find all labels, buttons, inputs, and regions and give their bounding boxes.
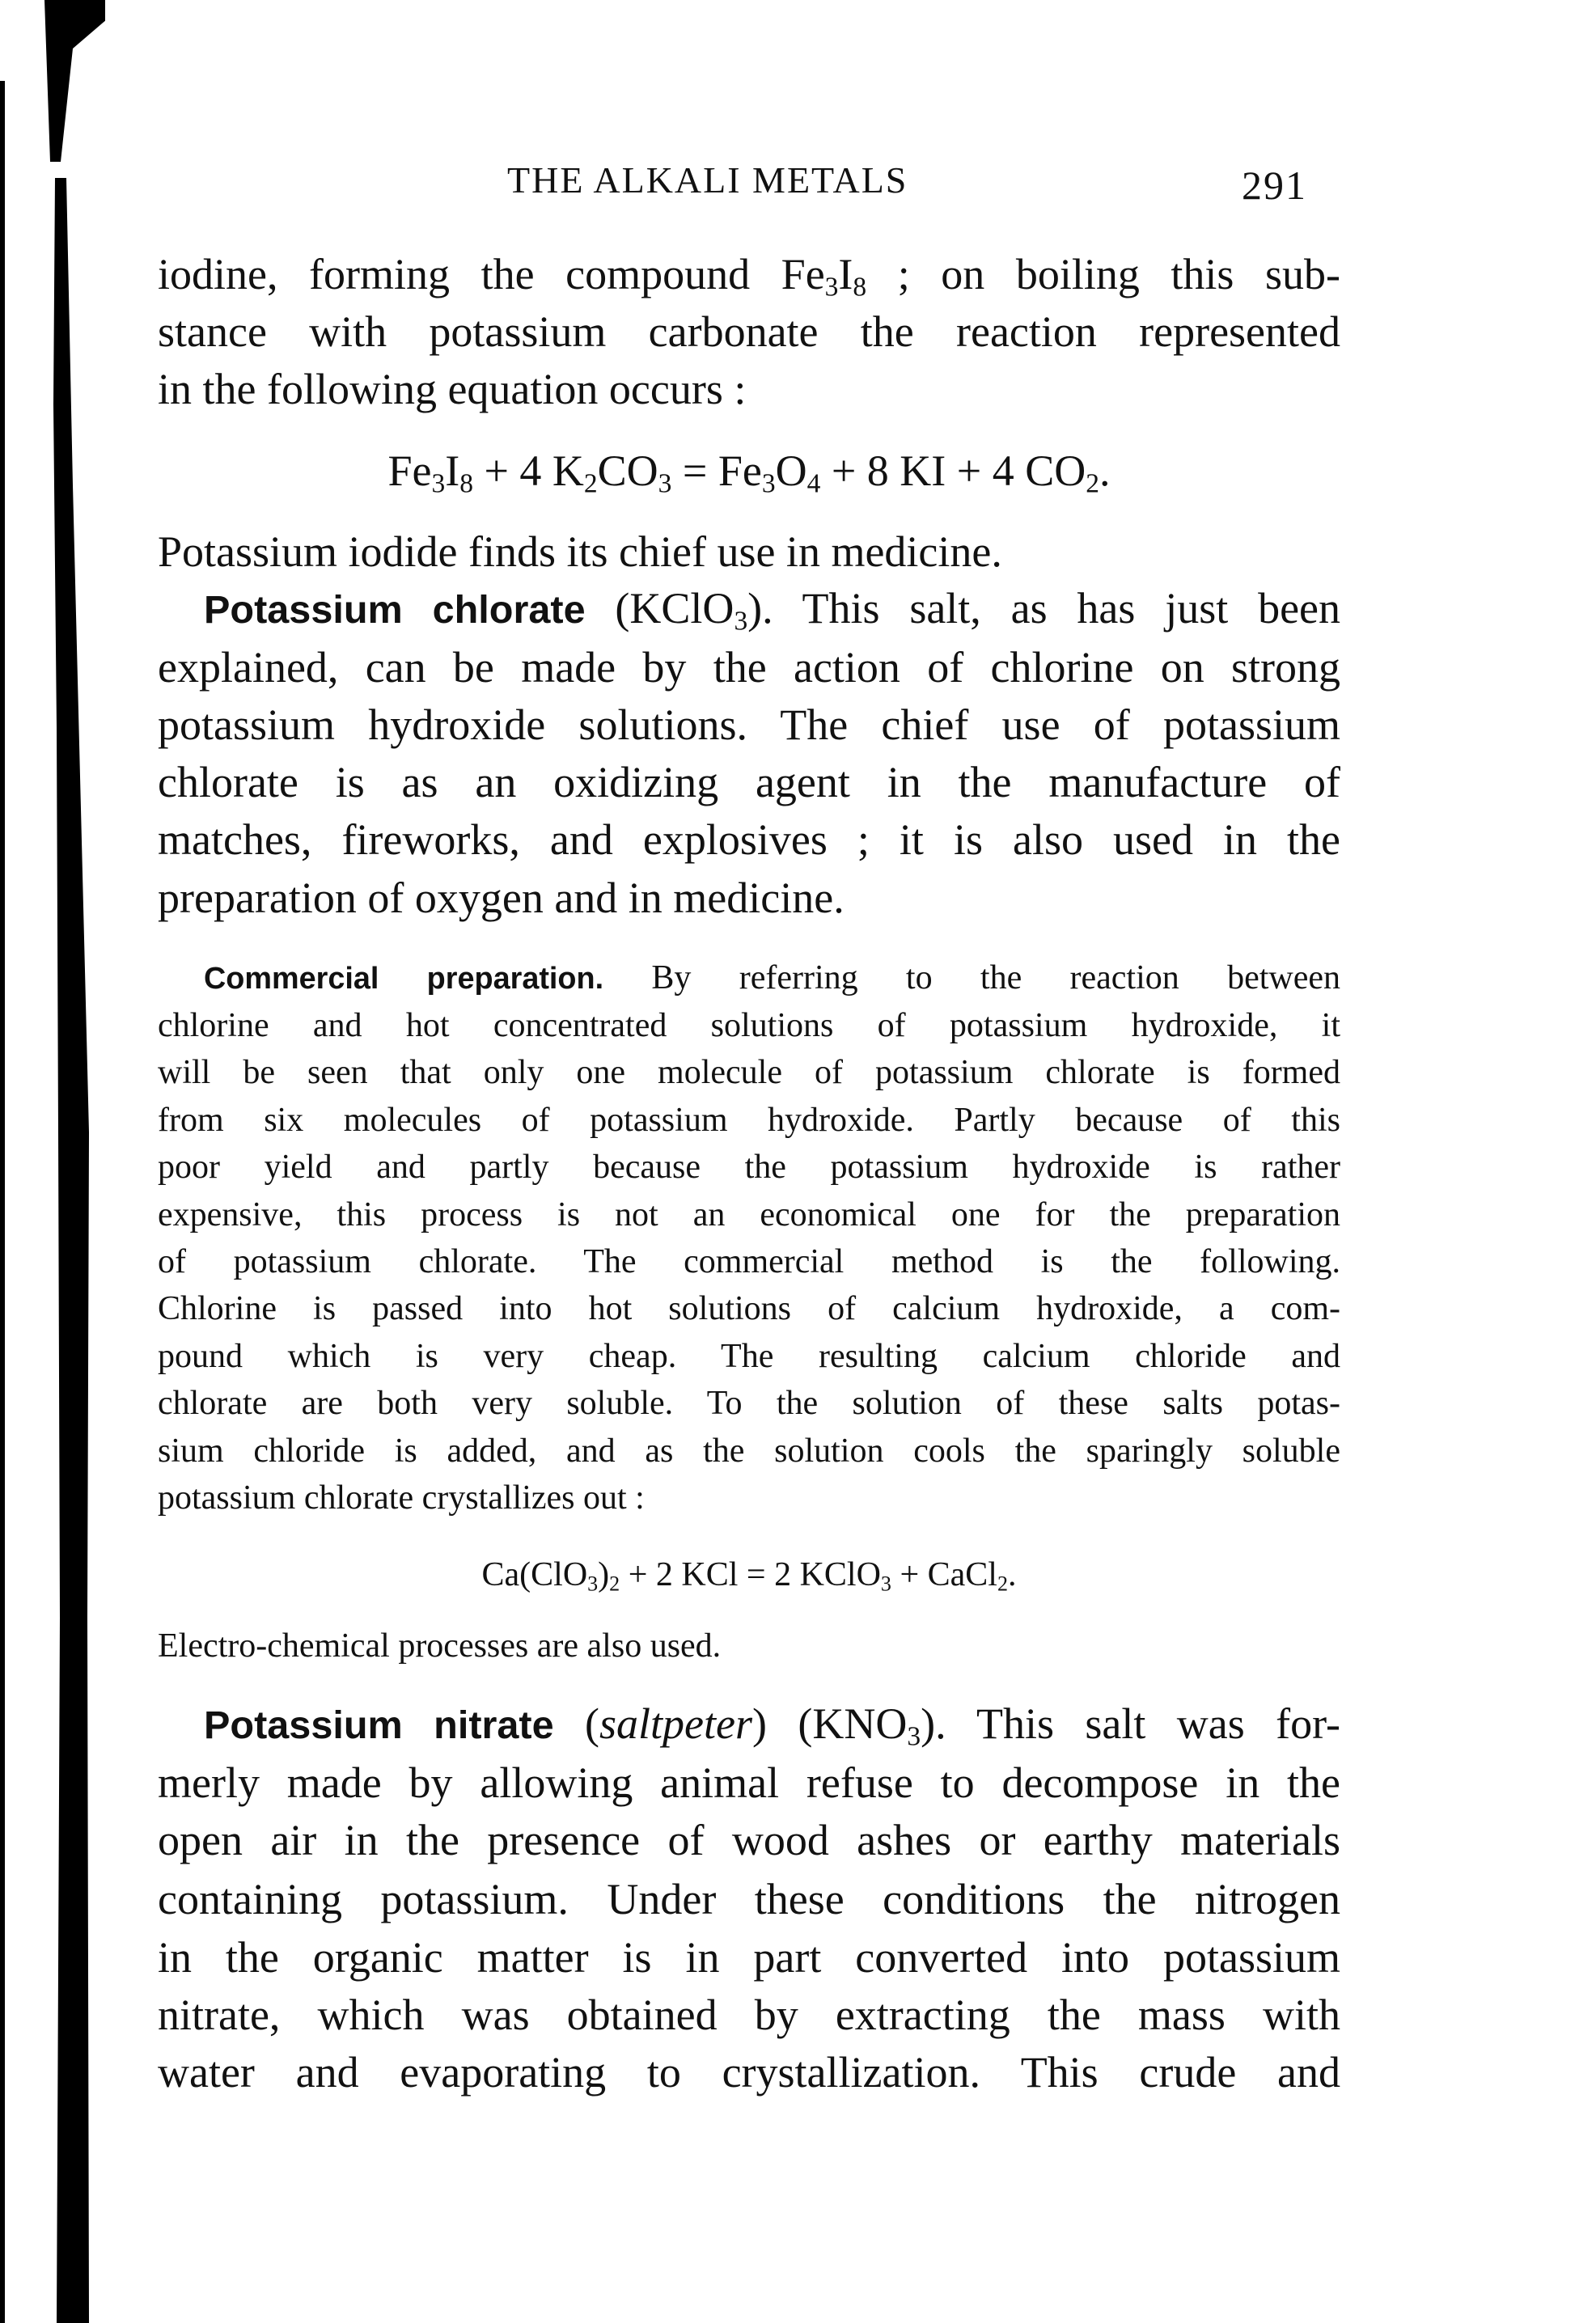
text-line <box>158 1875 1340 1924</box>
text-line <box>158 365 1340 414</box>
subscript: 4 <box>806 468 821 499</box>
text-run: water and evaporating to crystallization. This crude and <box>158 2048 1340 2097</box>
text-run: expensive, this process is not an economical one for the preparation <box>158 1195 1340 1233</box>
text-run: merly made by allowing animal refuse to decompose in the <box>158 1758 1340 1808</box>
text-run: potassium hydroxide solutions. The chief use of potassium <box>158 700 1340 750</box>
text-run: explained, can be made by the action of chlorine on strong <box>158 643 1340 692</box>
text-run: will be seen that only one molecule of potassium chlorate is formed <box>158 1053 1340 1091</box>
text-line <box>204 1699 1341 1752</box>
text-run: chlorine and hot concentrated solutions of potassium hydroxide, it <box>158 1006 1340 1044</box>
text-line <box>158 643 1340 692</box>
text-line <box>158 1816 1340 1865</box>
subscript: 8 <box>459 468 473 499</box>
subscript: 3 <box>880 1572 891 1596</box>
text-line <box>158 1434 1340 1468</box>
text-run: stance with potassium carbonate the reaction represented <box>158 307 1340 357</box>
text-run: Fe <box>387 446 432 496</box>
subscript: 3 <box>734 606 748 637</box>
text-line <box>204 584 1341 637</box>
text-line <box>158 1053 1340 1091</box>
subscript: 3 <box>761 468 776 499</box>
text-run: Ca(ClO <box>481 1555 588 1593</box>
text-run: Electro-chemical processes are also used. <box>158 1627 722 1665</box>
text-line <box>158 1629 1340 1663</box>
bold-heading: Commercial preparation. <box>204 961 604 996</box>
text-run: + 4 K <box>472 446 584 496</box>
italic-term: saltpeter <box>599 1699 753 1749</box>
text-run: open air in the presence of wood ashes or earthy materials <box>158 1816 1340 1865</box>
text-run: matches, fireworks, and explosives ; it is also used in the <box>158 815 1340 865</box>
text-run: + CaCl <box>891 1555 997 1593</box>
page-number: 291 <box>1242 163 1307 208</box>
text-run: = Fe <box>671 446 762 496</box>
text-line <box>204 958 1340 996</box>
text-line <box>158 1006 1340 1044</box>
bold-heading: Potassium chlorate <box>204 588 586 633</box>
subscript: 3 <box>587 1572 599 1596</box>
text-run: . <box>1007 1555 1017 1593</box>
text-line <box>158 1386 1340 1420</box>
text-line <box>158 1289 1340 1327</box>
text-run: potassium chlorate crystallizes out : <box>158 1479 645 1517</box>
text-run: (KClO <box>585 584 734 633</box>
scanned-page-edge <box>0 0 105 2323</box>
text-run: iodine, forming the compound Fe <box>158 250 825 299</box>
text-line <box>158 2048 1340 2097</box>
text-line <box>158 874 1340 923</box>
text-line <box>158 758 1340 807</box>
text-run: nitrate, which was obtained by extracting the mass with <box>158 1991 1340 2040</box>
text-run: ) (KNO <box>752 1699 908 1749</box>
text-line <box>158 1933 1340 1982</box>
text-line <box>158 1195 1340 1233</box>
text-run: O <box>775 446 807 496</box>
text-run: I <box>838 250 853 299</box>
text-line <box>158 250 1341 303</box>
text-run: of potassium chlorate. The commercial method is the following. <box>158 1242 1340 1280</box>
subscript: 3 <box>431 468 446 499</box>
equation-line <box>158 1555 1340 1596</box>
text-run: Potassium iodide finds its chief use in medicine. <box>158 527 1002 577</box>
text-run: + 2 KCl = 2 KClO <box>620 1555 881 1593</box>
subscript: 2 <box>583 468 598 499</box>
text-run: + 8 KI + 4 CO <box>820 446 1086 496</box>
text-run: ; on boiling this sub- <box>866 250 1341 299</box>
text-run: in the organic matter is in part converted into potassium <box>158 1933 1340 1982</box>
text-run: poor yield and partly because the potassium hydroxide is rather <box>158 1148 1340 1186</box>
text-line <box>158 1991 1340 2040</box>
text-run: pound which is very cheap. The resulting calcium chloride and <box>158 1337 1340 1375</box>
text-line <box>158 527 1340 577</box>
subscript: 3 <box>907 1721 921 1752</box>
text-run: ). This salt, as has just been <box>747 584 1341 633</box>
text-run: containing potassium. Under these conditions the nitrogen <box>158 1875 1340 1924</box>
text-run: from six molecules of potassium hydroxide. Partly because of this <box>158 1101 1340 1139</box>
text-run: I <box>445 446 460 496</box>
bold-heading: Potassium nitrate <box>204 1703 554 1748</box>
text-line <box>158 700 1340 750</box>
text-run: ) <box>598 1555 610 1593</box>
text-line <box>158 1242 1340 1280</box>
subscript: 3 <box>824 272 839 303</box>
text-line <box>158 815 1340 865</box>
text-run: By referring to the reaction between <box>603 958 1340 996</box>
text-run: Chlorine is passed into hot solutions of calcium hydroxide, a com- <box>158 1289 1340 1327</box>
text-run: preparation of oxygen and in medicine. <box>158 874 845 923</box>
text-run: ). This salt was for- <box>921 1699 1341 1749</box>
subscript: 3 <box>658 468 672 499</box>
text-line <box>158 1150 1340 1184</box>
text-line <box>158 1339 1340 1373</box>
text-run: in the following equation occurs : <box>158 365 747 414</box>
text-run: CO <box>597 446 658 496</box>
text-line <box>158 1481 1340 1515</box>
text-run: sium chloride is added, and as the solution cools the sparingly soluble <box>158 1432 1340 1470</box>
subscript: 2 <box>1086 468 1099 499</box>
subscript: 8 <box>853 272 867 303</box>
text-run: chlorate are both very soluble. To the solution of these salts potas- <box>158 1384 1340 1422</box>
text-line <box>158 1758 1340 1808</box>
text-run: ( <box>553 1699 600 1749</box>
equation-line <box>158 446 1340 499</box>
subscript: 2 <box>997 1572 1008 1596</box>
running-header: THE ALKALI METALS <box>507 159 908 201</box>
subscript: 2 <box>609 1572 620 1596</box>
text-run: chlorate is as an oxidizing agent in the manufacture of <box>158 758 1340 807</box>
text-line <box>158 1103 1340 1137</box>
text-run: . <box>1099 446 1111 496</box>
text-line <box>158 307 1340 357</box>
